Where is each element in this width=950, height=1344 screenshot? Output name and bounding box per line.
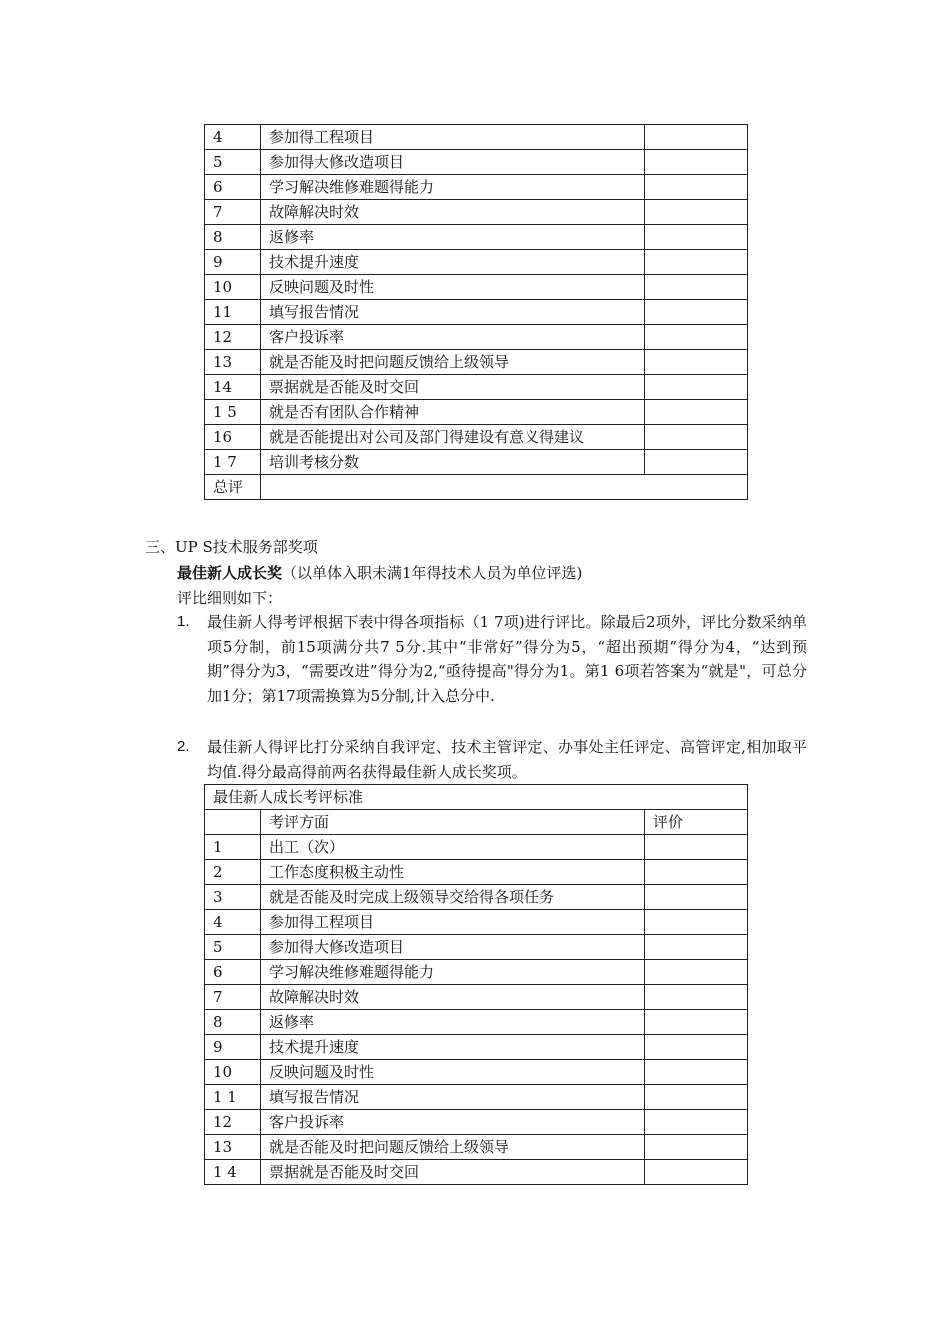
row-evaluation [645,885,748,910]
row-item: 就是否能及时完成上级领导交给得各项任务 [261,885,645,910]
row-evaluation [645,425,748,450]
row-number: 1 7 [205,450,261,475]
row-evaluation [645,250,748,275]
row-number: 11 [205,300,261,325]
section-heading: 三、UP S技术服务部奖项 [145,538,318,556]
table-row [205,910,748,935]
row-number: 5 [205,935,261,960]
row-number: 13 [205,1135,261,1160]
table-row [205,960,748,985]
header-item: 考评方面 [261,810,645,835]
row-evaluation [645,200,748,225]
row-item: 出工（次） [261,835,645,860]
row-item: 填写报告情况 [261,300,645,325]
table-title: 最佳新人成长考评标准 [205,785,748,810]
row-number: 10 [205,1060,261,1085]
row-evaluation [645,225,748,250]
row-item: 培训考核分数 [261,450,645,475]
list-number: 2. [177,738,190,755]
table-row [205,375,748,400]
table-row [205,450,748,475]
rules-intro: 评比细则如下： [177,589,283,607]
row-number: 8 [205,1010,261,1035]
row-evaluation [645,1060,748,1085]
table-row [205,1060,748,1085]
row-evaluation [645,325,748,350]
row-item: 就是否有团队合作精神 [261,400,645,425]
summary-label: 总评 [205,475,261,500]
table-row [205,835,748,860]
row-evaluation [645,275,748,300]
row-item: 故障解决时效 [261,985,645,1010]
table-row [205,1110,748,1135]
table-row [205,225,748,250]
assessment-table-continued [204,124,748,500]
summary-value [261,475,748,500]
row-evaluation [645,1035,748,1060]
row-evaluation [645,175,748,200]
row-evaluation [645,935,748,960]
row-number: 4 [205,125,261,150]
row-number: 13 [205,350,261,375]
header-eval: 评价 [645,810,748,835]
row-item: 故障解决时效 [261,200,645,225]
row-item: 学习解决维修难题得能力 [261,175,645,200]
table-row [205,1010,748,1035]
row-evaluation [645,1160,748,1185]
row-number: 12 [205,325,261,350]
table-row [205,275,748,300]
row-evaluation [645,1135,748,1160]
table-row [205,150,748,175]
table-row [205,985,748,1010]
row-number: 1 5 [205,400,261,425]
table-body [205,785,748,1185]
row-number: 14 [205,375,261,400]
row-number: 6 [205,175,261,200]
table-row [205,1085,748,1110]
row-item: 参加得工程项目 [261,910,645,935]
row-number: 4 [205,910,261,935]
table-row [205,885,748,910]
award-note: （以单体入职未满1年得技术人员为单位评选) [282,564,583,582]
rule-paragraph: 最佳新人得评比打分采纳自我评定、技术主管评定、办事处主任评定、高管评定,相加取平均值.得分最高得前两名获得最佳新人成长奖项。 [207,738,807,781]
row-number: 7 [205,200,261,225]
row-item: 参加得大修改造项目 [261,935,645,960]
row-evaluation [645,375,748,400]
table-row [205,1035,748,1060]
row-evaluation [645,350,748,375]
table-row [205,1135,748,1160]
row-item: 填写报告情况 [261,1085,645,1110]
row-evaluation [645,860,748,885]
newcomer-assessment-table [204,784,748,1185]
row-item: 反映问题及时性 [261,275,645,300]
row-number: 8 [205,225,261,250]
header-no [205,810,261,835]
row-evaluation [645,1085,748,1110]
row-evaluation [645,910,748,935]
rule-paragraph: 最佳新人得考评根据下表中得各项指标（1 7项)进行评比。除最后2项外，评比分数采纳单项5分制，前15项满分共7 5分.其中“非常好”得分为5，“超出预期”得分为4，“达到预期”得分为3，“需要改进”得分为2,“亟待提高"得分为1。第1 6项若答案为“就是"，可总分加1分；第17项需换算为5分制,计入总分中. [207,613,807,705]
table-row [205,325,748,350]
award-line [177,561,582,585]
row-evaluation [645,985,748,1010]
row-evaluation [645,125,748,150]
table-row [205,300,748,325]
row-item: 返修率 [261,225,645,250]
row-number: 1 4 [205,1160,261,1185]
table-body [205,125,748,500]
table-row [205,935,748,960]
row-item: 技术提升速度 [261,1035,645,1060]
row-number: 9 [205,1035,261,1060]
row-evaluation [645,300,748,325]
row-evaluation [645,450,748,475]
table-header-row [205,810,748,835]
row-item: 就是否能及时把问题反馈给上级领导 [261,350,645,375]
row-item: 客户投诉率 [261,1110,645,1135]
table-row [205,125,748,150]
row-evaluation [645,960,748,985]
table-row [205,425,748,450]
row-item: 票据就是否能及时交回 [261,375,645,400]
table-row [205,350,748,375]
award-title: 最佳新人成长奖 [177,564,283,582]
table-row [205,860,748,885]
table-title-row [205,785,748,810]
row-number: 7 [205,985,261,1010]
row-number: 16 [205,425,261,450]
row-item: 学习解决维修难题得能力 [261,960,645,985]
summary-row [205,475,748,500]
list-number: 1. [177,613,190,630]
row-item: 参加得大修改造项目 [261,150,645,175]
row-item: 返修率 [261,1010,645,1035]
row-evaluation [645,150,748,175]
row-number: 9 [205,250,261,275]
row-number: 2 [205,860,261,885]
row-number: 1 [205,835,261,860]
row-item: 就是否能及时把问题反馈给上级领导 [261,1135,645,1160]
row-item: 就是否能提出对公司及部门得建设有意义得建议 [261,425,645,450]
row-number: 12 [205,1110,261,1135]
row-item: 工作态度积极主动性 [261,860,645,885]
row-evaluation [645,835,748,860]
row-item: 技术提升速度 [261,250,645,275]
row-item: 票据就是否能及时交回 [261,1160,645,1185]
row-evaluation [645,1010,748,1035]
row-item: 反映问题及时性 [261,1060,645,1085]
row-number: 3 [205,885,261,910]
row-evaluation [645,1110,748,1135]
row-number: 10 [205,275,261,300]
table-row [205,200,748,225]
row-number: 6 [205,960,261,985]
table-row [205,175,748,200]
row-item: 参加得工程项目 [261,125,645,150]
row-number: 1 1 [205,1085,261,1110]
row-number: 5 [205,150,261,175]
table-row [205,250,748,275]
table-row [205,400,748,425]
table-row [205,1160,748,1185]
row-evaluation [645,400,748,425]
row-item: 客户投诉率 [261,325,645,350]
